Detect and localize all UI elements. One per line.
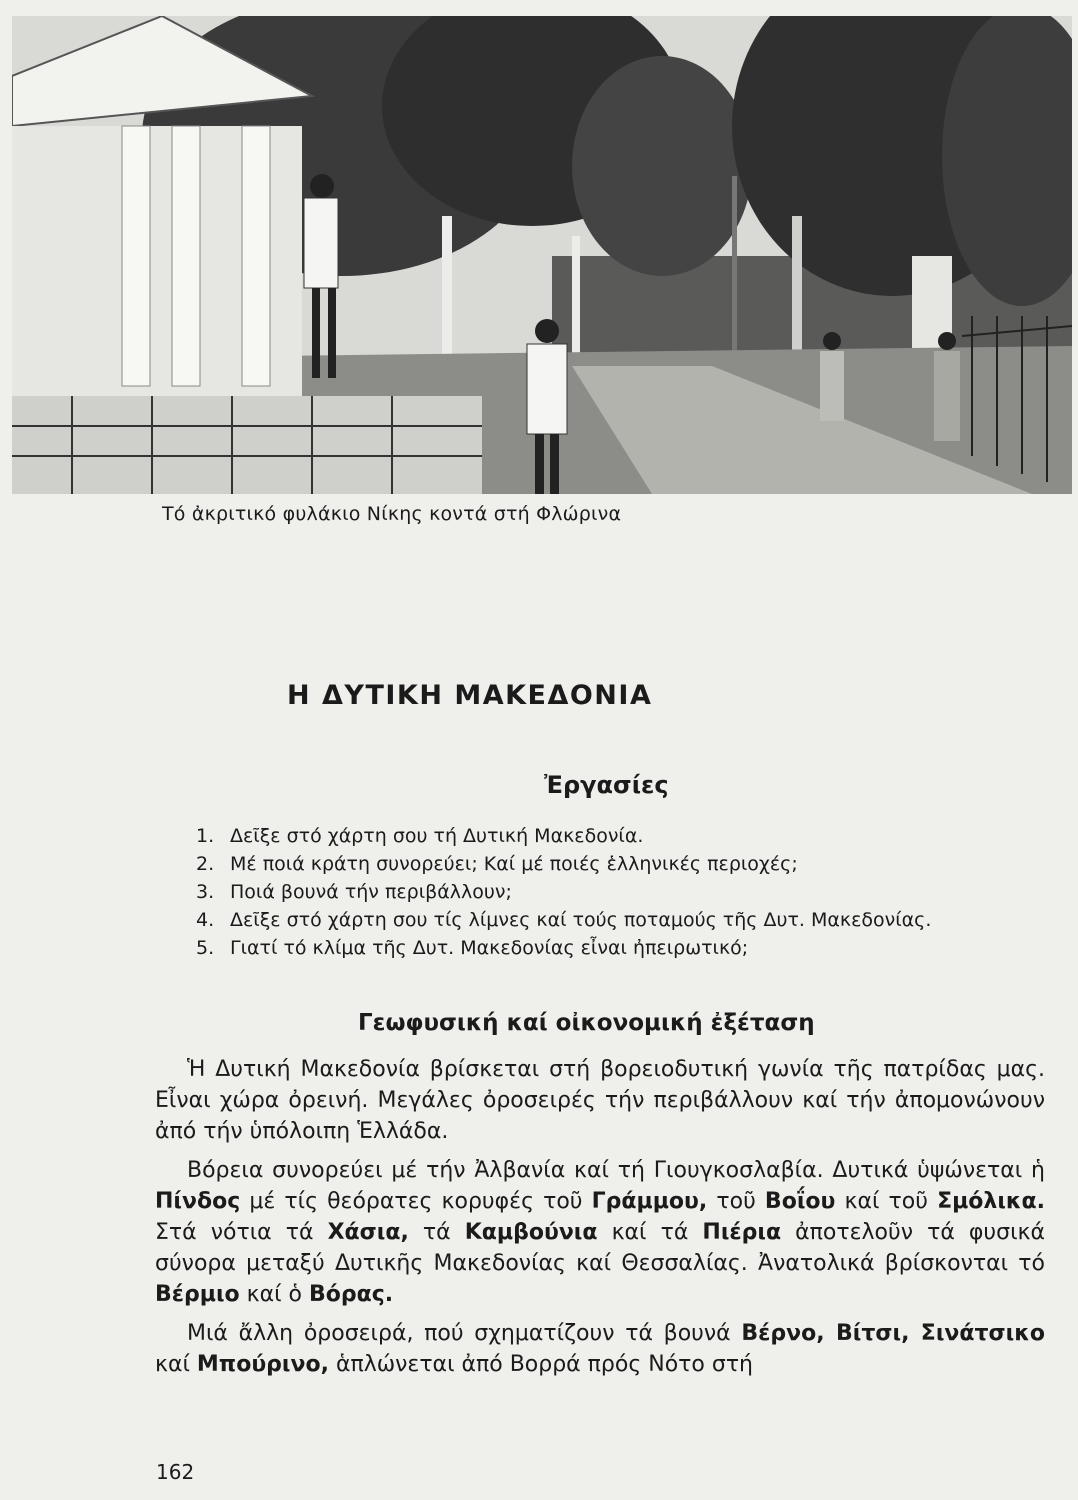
exercises-title: Ἐργασίες (544, 771, 669, 799)
border-guard-post-photo (12, 16, 1072, 494)
list-item: 1. Δεῖξε στό χάρτη σου τή Δυτική Μακεδονία. (196, 825, 644, 847)
chapter-title: Η ΔΥΤΙΚΗ ΜΑΚΕΔΟΝΙΑ (287, 680, 653, 711)
exercises-list (196, 822, 1046, 962)
photo-illustration (12, 16, 1072, 494)
photo-caption: Τό ἀκριτικό φυλάκιο Νίκης κοντά στή Φλώρινα (162, 503, 622, 525)
body-text (155, 1054, 1045, 1388)
section-title: Γεωφυσική καί οἰκονομική ἐξέταση (358, 1010, 815, 1036)
list-item: 4. Δεῖξε στό χάρτη σου τίς λίμνες καί τούς ποταμούς τῆς Δυτ. Μακεδονίας. (196, 909, 932, 931)
paragraph-2: Βόρεια συνορεύει μέ τήν Ἀλβανία καί τή Γιουγκοσλαβία. Δυτικά ὑψώνεται ἡ Πίνδος μέ τίς θεόρατες κορυφές τοῦ Γράμμου, τοῦ Βοΐου καί τοῦ Σμόλικα. Στά νότια τά Χάσια, τά Καμβούνια καί τά Πιέρια ἀποτελοῦν τά φυσικά σύνορα μεταξύ Δυτικῆς Μακεδονίας καί Θεσσαλίας. Ἀνατολικά βρίσκονται τό Βέρμιο καί ὁ Βόρας. (155, 1158, 1045, 1307)
paragraph-3: Μιά ἄλλη ὀροσειρά, πού σχηματίζουν τά βουνά Βέρνο, Βίτσι, Σινάτσικο καί Μπούρινο, ἁπλώνεται ἀπό Βορρά πρός Νότο στή (155, 1321, 1045, 1377)
list-item: 2. Μέ ποιά κράτη συνορεύει; Καί μέ ποιές ἑλληνικές περιοχές; (196, 853, 798, 875)
list-item: 5. Γιατί τό κλίμα τῆς Δυτ. Μακεδονίας εἶναι ἠπειρωτικό; (196, 937, 749, 959)
page-number: 162 (156, 1460, 195, 1484)
paragraph-1: Ἡ Δυτική Μακεδονία βρίσκεται στή βορειοδυτική γωνία τῆς πατρίδας μας. Εἶναι χώρα ὀρεινή. Μεγάλες ὀροσειρές τήν περιβάλλουν καί τήν ἀπομονώνουν ἀπό τήν ὑπόλοιπη Ἑλλάδα. (155, 1057, 1045, 1144)
list-item: 3. Ποιά βουνά τήν περιβάλλουν; (196, 881, 512, 903)
